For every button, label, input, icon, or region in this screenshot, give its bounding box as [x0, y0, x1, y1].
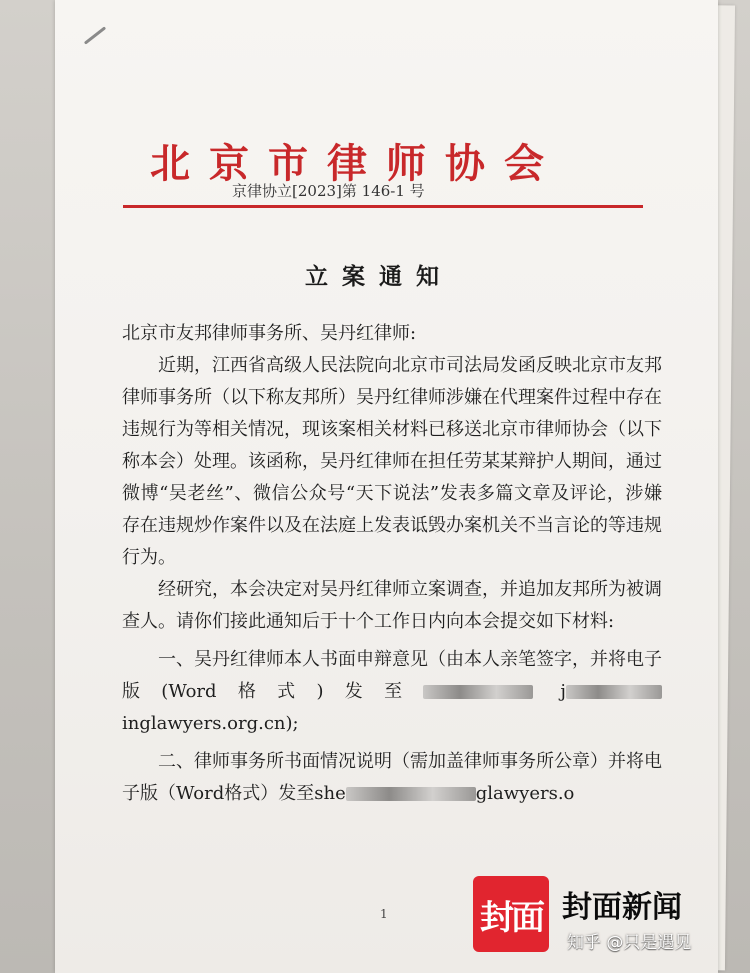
material-item-2-email-start: she [314, 783, 346, 804]
paragraph-background: 近期，江西省高级人民法院向北京市司法局发函反映北京市友邦律师事务所（以下称友邦所）吴丹红律师涉嫌在代理案件过程中存在违规行为等相关情况，现该案相关材料已移送北京市律师协会（以下称本会）处理。该函称，吴丹红律师在担任劳某某辩护人期间，通过微博“吴老丝”、微信公众号“天下说法”发表多篇文章及评论，涉嫌存在违规炒作案件以及在法庭上发表诋毁办案机关不当言论的等违规行为。 [122, 355, 662, 568]
page-number: 1 [380, 907, 388, 921]
redacted-email-1a [423, 685, 533, 699]
cover-news-logo-text: 封面 [480, 897, 542, 938]
zhihu-handle-watermark: 知乎 @只是遇见 [567, 933, 692, 953]
material-item-2-text: 二、律师事务所书面情况说明（需加盖律师事务所公章）并将电子版（Word格式）发至 [122, 751, 662, 804]
material-item-2-email: glawyers.o [475, 783, 575, 804]
notice-body [122, 318, 662, 810]
material-item-1 [122, 644, 662, 740]
redacted-email-2 [346, 787, 476, 801]
material-item-1-text: 一、吴丹红律师本人书面申辩意见（由本人亲笔签字，并将电子版(Word格式)发至 [122, 649, 662, 702]
salutation: 北京市友邦律师事务所、吴丹红律师: [122, 323, 417, 344]
redacted-email-1b [566, 685, 662, 699]
organization-title: 北京市律师协会 [150, 141, 563, 187]
paragraph-decision: 经研究，本会决定对吴丹红律师立案调查，并追加友邦所为被调查人。请你们接此通知后于十个工作日内向本会提交如下材料: [122, 579, 662, 632]
material-item-2 [122, 746, 662, 810]
document-number: 京律协立[2023]第 146-1 号 [232, 182, 425, 200]
material-item-1-email: inglawyers.org.cn); [122, 713, 299, 734]
cover-news-logo-icon [473, 876, 549, 952]
material-item-1-email-start: j [560, 681, 566, 702]
letterhead-divider [123, 205, 643, 208]
notice-title: 立案通知 [305, 264, 453, 290]
cover-news-watermark: 封面新闻 [562, 890, 682, 925]
